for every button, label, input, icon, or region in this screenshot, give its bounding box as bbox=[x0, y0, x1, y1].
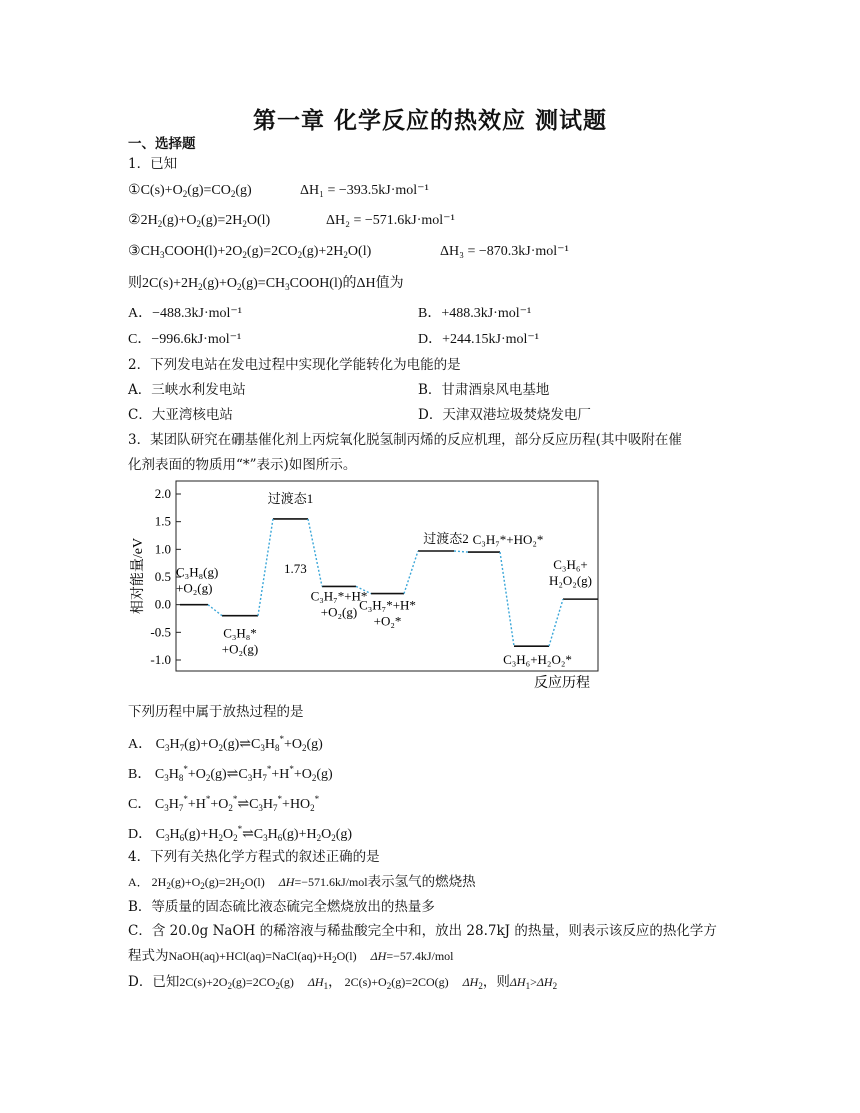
q1-dh2: ΔH₂ = −571.6kJ·mol⁻¹ bbox=[326, 213, 455, 228]
level-label: +O₂(g) bbox=[320, 604, 358, 620]
connector-line bbox=[404, 551, 418, 594]
q1-reaction-1: $①C(s)+O_2(g)=CO_2(g)$ ΔH₁ = −393.5kJ·mol⁻¹ bbox=[128, 183, 429, 199]
level-label: +O₂* bbox=[373, 613, 402, 629]
connector-line bbox=[208, 605, 222, 616]
connector-line bbox=[454, 551, 468, 552]
energy-levels bbox=[176, 491, 598, 667]
q1-dh3: ΔH₃ = −870.3kJ·mol⁻¹ bbox=[440, 244, 569, 259]
q1-reaction-3: $③CH_3COOH(l)+2O_2(g)=2CO_2(g)+2H_2O(l)$ ΔH₃ = −870.3kJ·mol⁻¹ bbox=[128, 244, 569, 260]
q4-option-b: B．等质量的固态硫比液态硫完全燃烧放出的热量多 bbox=[128, 899, 435, 915]
y-tick-label: 0.5 bbox=[154, 569, 171, 584]
q1-stem: 1．已知 bbox=[128, 156, 178, 172]
level-label: C₃H₇*+H* bbox=[359, 597, 416, 613]
level-label: H₂O₂(g) bbox=[549, 573, 592, 589]
y-tick-label: 2.0 bbox=[154, 486, 171, 501]
q4-option-c-line2: 程式为$NaOH(aq)+HCl(aq)=NaCl(aq)+H_2O(l)$ ΔH=−57.4kJ/mol bbox=[128, 948, 454, 965]
q3-option-b: B． $C_3H_8^*+O_2(g)\rightleftharpoons C_3H_7^*+H^*+O_2(g)$ bbox=[128, 764, 333, 783]
q2-option-d: D．天津双港垃圾焚烧发电厂 bbox=[418, 407, 591, 423]
reaction-mark: ② bbox=[128, 213, 141, 228]
page-title: 第一章 化学反应的热效应 测试题 bbox=[252, 107, 607, 134]
y-tick-label: 1.0 bbox=[154, 541, 171, 557]
reaction-mark: ③ bbox=[128, 244, 141, 259]
level-label: C₃H₆+ bbox=[553, 557, 588, 573]
level-label: +O₂(g) bbox=[221, 641, 259, 657]
section-heading: 一、选择题 bbox=[128, 136, 196, 152]
q1-reaction-2: $②2H_2(g)+O_2(g)=2H_2O(l)$ ΔH₂ = −571.6kJ·mol⁻¹ bbox=[128, 213, 455, 229]
q3-option-d: D． $C_3H_6(g)+H_2O_2^*\rightleftharpoons C_3H_6(g)+H_2O_2(g)$ bbox=[128, 824, 353, 843]
q4-option-c-line1: C．含 20.0g NaOH 的稀溶液与稀盐酸完全中和，放出 28.7kJ 的热量，则表示该反应的热化学方 bbox=[128, 923, 717, 939]
q1-option-a: A．−488.3kJ·mol⁻¹ bbox=[128, 306, 242, 321]
level-label: C₃H₈* bbox=[223, 625, 257, 641]
q4-option-a: A． $2H_2(g)+O_2(g)=2H_2O(l)$ ΔH=−571.6kJ/mol表示氢气的燃烧热 bbox=[128, 874, 476, 891]
level-label: +O₂(g) bbox=[176, 580, 213, 596]
energy-profile-chart bbox=[128, 476, 608, 696]
q4-option-d: D．已知$2C(s)+2O_2(g)=2CO_2(g)$ $\Delta H_1$， $2C(s)+O_2(g)=2CO(g)$ $\Delta H_2$，则$\Delta H_1>\Delta H_2$ bbox=[128, 974, 558, 991]
q3-option-a: A． $C_3H_7(g)+O_2(g)\rightleftharpoons C_3H_8^*+O_2(g)$ bbox=[128, 734, 323, 753]
x-axis-label: 反应历程 bbox=[534, 676, 590, 691]
level-label: C₃H₇*+HO₂* bbox=[472, 532, 544, 548]
q4-stem: 4．下列有关热化学方程式的叙述正确的是 bbox=[128, 849, 380, 865]
level-label: C₃H₆+H₂O₂* bbox=[503, 652, 572, 668]
connector-line bbox=[549, 599, 563, 646]
q3-stem-line2: 化剂表面的物质用“*”表示)如图所示。 bbox=[128, 457, 357, 473]
connector-line bbox=[308, 519, 322, 587]
q3-question: 下列历程中属于放热过程的是 bbox=[128, 704, 304, 720]
y-axis-label: 相对能量/eV bbox=[131, 537, 146, 615]
chart-annotation: 1.73 bbox=[284, 561, 307, 576]
q2-option-b: B．甘肃酒泉风电基地 bbox=[418, 382, 550, 398]
level-label: C₃H₇*+H* bbox=[310, 588, 368, 604]
y-tick-label: 1.5 bbox=[154, 513, 171, 529]
q1-option-c: C．−996.6kJ·mol⁻¹ bbox=[128, 332, 242, 347]
q2-option-c: C．大亚湾核电站 bbox=[128, 407, 233, 423]
q2-option-a: A．三峡水利发电站 bbox=[128, 382, 246, 398]
q1-question: 则$2C(s)+2H_2(g)+O_2(g)=CH_3COOH(l)$的ΔH值为 bbox=[128, 276, 404, 292]
level-label: 过渡态2 bbox=[423, 530, 469, 546]
q1-option-b: B．+488.3kJ·mol⁻¹ bbox=[418, 306, 532, 321]
y-tick-label: 0.0 bbox=[154, 596, 171, 612]
connector-line bbox=[500, 552, 514, 646]
q1-option-d: D．+244.15kJ·mol⁻¹ bbox=[418, 332, 539, 347]
q3-stem-line1: 3．某团队研究在硼基催化剂上丙烷氧化脱氢制丙烯的反应机理，部分反应历程(其中吸附在催 bbox=[128, 432, 682, 448]
level-label: 过渡态1 bbox=[267, 490, 314, 506]
connector-line bbox=[258, 519, 273, 616]
level-label: C₃H₈(g) bbox=[176, 564, 219, 580]
y-tick-label: -1.0 bbox=[150, 652, 171, 667]
q2-stem: 2．下列发电站在发电过程中实现化学能转化为电能的是 bbox=[128, 357, 461, 373]
reaction-mark: ① bbox=[128, 183, 141, 198]
q1-dh1: ΔH₁ = −393.5kJ·mol⁻¹ bbox=[300, 183, 429, 198]
y-tick-label: -0.5 bbox=[150, 624, 171, 640]
q3-option-c: C． $C_3H_7^*+H^*+O_2^*\rightleftharpoons C_3H_7^*+HO_2^*$ bbox=[128, 794, 320, 813]
